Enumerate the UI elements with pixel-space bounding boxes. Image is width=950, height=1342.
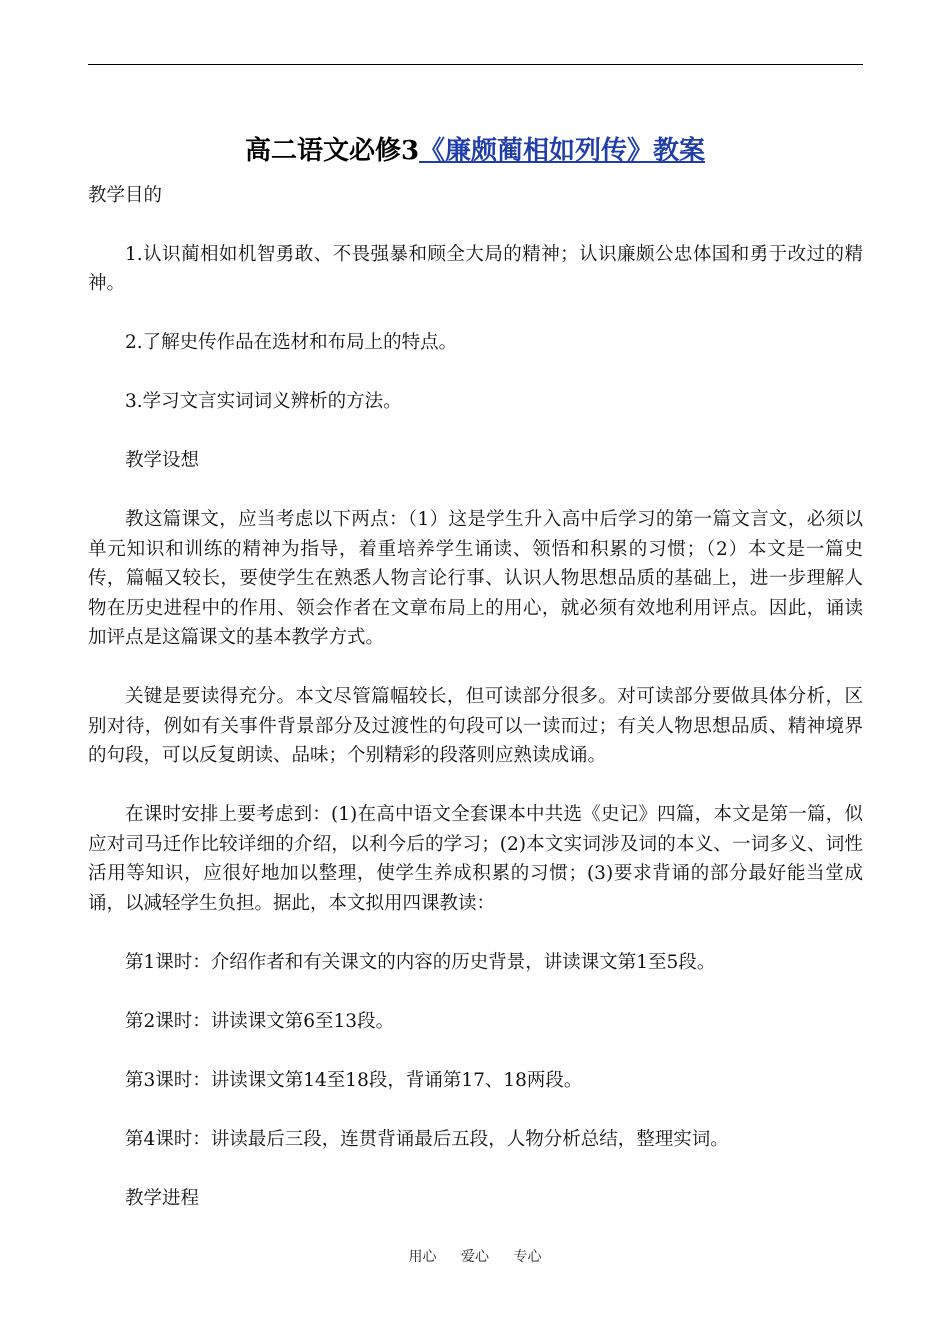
footer-item: 专心 bbox=[513, 1249, 542, 1265]
lesson-item: 第1课时：介绍作者和有关课文的内容的历史背景，讲读课文第1至5段。 bbox=[125, 951, 716, 973]
lesson-item: 第4课时：讲读最后三段，连贯背诵最后五段，人物分析总结，整理实词。 bbox=[125, 1128, 729, 1150]
title-link[interactable]: 《廉颇蔺相如列传》教案 bbox=[419, 136, 706, 166]
paragraph: 关键是要读得充分。本文尽管篇幅较长，但可读部分很多。对可读部分要做具体分析，区别对待，例如有关事件背景部分及过渡性的句段可以一读而过；有关人物思想品质、精神境界的句段，可以反复朗读、品味；个别精彩的段落则应熟读成诵。 bbox=[88, 686, 863, 766]
footer-item: 爱心 bbox=[461, 1249, 489, 1265]
page-title bbox=[0, 131, 950, 171]
section-heading: 教学目的 bbox=[88, 185, 163, 206]
title-prefix: 高二语文必修3 bbox=[244, 136, 420, 166]
lesson-item: 第3课时：讲读课文第14至18段，背诵第17、18两段。 bbox=[125, 1069, 583, 1091]
paragraph: 教这篇课文，应当考虑以下两点：（1）这是学生升入高中后学习的第一篇文言文，必须以单元知识和训练的精神为指导，着重培养学生诵读、领悟和积累的习惯；（2）本文是一篇史传，篇幅又较长，要使学生在熟悉人物言论行事、认识人物思想品质的基础上，进一步理解人物在历史进程中的作用、领会作者在文章布局上的用心，就必须有效地利用评点。因此，诵读加评点是这篇课文的基本教学方式。 bbox=[88, 509, 863, 648]
footer-item: 用心 bbox=[408, 1249, 437, 1265]
paragraph: 2.了解史传作品在选材和布局上的特点。 bbox=[125, 332, 458, 353]
page-footer bbox=[0, 1246, 950, 1266]
subheading: 教学进程 bbox=[125, 1187, 200, 1209]
subheading: 教学设想 bbox=[125, 450, 200, 471]
paragraph: 1.认识蔺相如机智勇敢、不畏强暴和顾全大局的精神；认识廉颇公忠体国和勇于改过的精神。 bbox=[88, 243, 863, 294]
document-body bbox=[88, 181, 863, 1243]
paragraph: 3.学习文言实词词义辨析的方法。 bbox=[125, 391, 402, 412]
paragraph: 在课时安排上要考虑到：(1)在高中语文全套课本中共选《史记》四篇，本文是第一篇，似应对司马迁作比较详细的介绍，以利今后的学习；(2)本文实词涉及词的本义、一词多义、词性活用等知识，应很好地加以整理，使学生养成积累的习惯；(3)要求背诵的部分最好能当堂成诵，以减轻学生负担。据此，本文拟用四课教读： bbox=[88, 804, 863, 914]
header-rule bbox=[88, 64, 863, 65]
lesson-item: 第2课时：讲读课文第6至13段。 bbox=[125, 1010, 395, 1032]
